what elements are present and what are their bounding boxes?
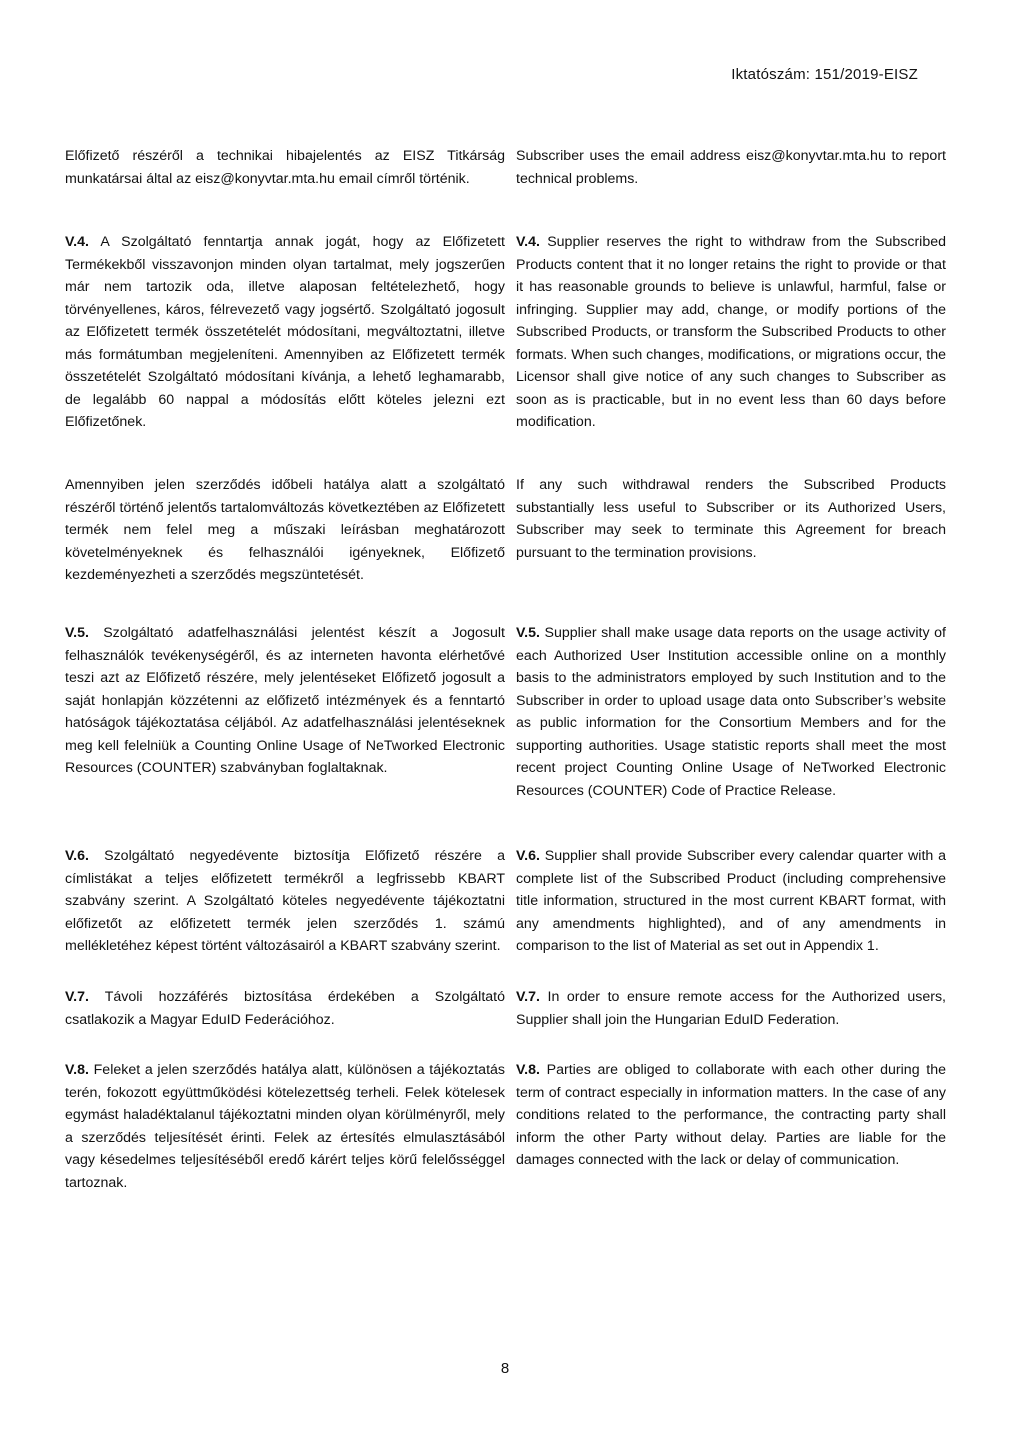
- paragraph-text: Parties are obliged to collaborate with each other during the term of contract especially in information matters. In the case of any conditions related to the performance, the contracting party shall inform the other Party without delay. Parties are liable for the damages connected with the lack or delay of communication.: [516, 1062, 947, 1168]
- section-number: V.8.: [516, 1062, 540, 1078]
- paragraph-v8-hu: [65, 1059, 505, 1194]
- paragraph-text: If any such withdrawal renders the Subscribed Products substantially less useful to Subscriber or its Authorized Users, Subscriber may seek to terminate this Agreement for breach pursuant to the termination provisions.: [516, 477, 946, 561]
- paragraph-v4-en: [516, 231, 946, 434]
- paragraph-text: In order to ensure remote access for the Authorized users, Supplier shall join the Hungarian EduID Federation.: [516, 989, 946, 1028]
- section-number: V.4.: [516, 234, 540, 250]
- paragraph-text: Supplier shall make usage data reports on the usage activity of each Authorized User Institution accessible online on a monthly basis to the administrators employed by such Institution and to the Subscriber in order to upload usage data onto Subscriber’s website as public information for the Consortium Members and for the supporting authorities. Usage statistic reports shall meet the most recent project Counting Online Usage of NeTworked Electronic Resources (COUNTER) Code of Practice Release.: [516, 625, 946, 799]
- paragraph-v6-hu: [65, 845, 505, 958]
- page-number: 8: [500, 1360, 510, 1377]
- paragraph-v7-en: [516, 986, 946, 1031]
- paragraph-text: Supplier shall provide Subscriber every calendar quarter with a complete list of the Subscribed Product (including comprehensive title information, structured in the most current KBART format, with any amendments highlighted), and of any amendments in comparison to the list of Material as set out in Appendix 1.: [516, 848, 946, 954]
- paragraph-text: Előfizető részéről a technikai hibajelentés az EISZ Titkárság munkatársai által az eisz@konyvtar.mta.hu email címről történik.: [65, 148, 505, 187]
- paragraph-text: Subscriber uses the email address eisz@konyvtar.mta.hu to report technical problems.: [516, 148, 946, 187]
- paragraph-text: Szolgáltató adatfelhasználási jelentést készít a Jogosult felhasználók tevékenységéről, és az interneten havonta elérhetővé teszi azt az Előfizető részére, mely jelentéseket Előfizető jogosult a saját honlapján közzétenni az előfizető intézmények és a fenntartó hatóságok tájékoztatása céljából. Az adatfelhasználási jelentéseknek meg kell felelniük a Counting Online Usage of NeTworked Electronic Resources (COUNTER) szabványban foglaltaknak.: [65, 625, 505, 776]
- section-number: V.4.: [65, 234, 89, 250]
- section-number: V.5.: [65, 625, 89, 641]
- paragraph-text: A Szolgáltató fenntartja annak jogát, hogy az Előfizetett Termékekből visszavonjon minden olyan tartalmat, mely jogszerűen már nem tartozik oda, illetve alaposan feltételezhető, hogy törvényellenes, káros, félrevezető vagy jogsértő. Szolgáltató jogosult az Előfizetett termék összetételét módosítani, megváltoztatni, illetve más formátumban megjeleníteni. Amennyiben az Előfizetett termék összetételét Szolgáltató módosítani kívánja, a lehető leghamarabb, de legalább 60 nappal a módosítás előtt köteles jelezni ezt Előfizetőnek.: [65, 234, 505, 430]
- document-reference-number: Iktatószám: 151/2019-EISZ: [731, 66, 918, 83]
- paragraph-tech-report-hu: [65, 145, 505, 190]
- paragraph-text: Amennyiben jelen szerződés időbeli hatálya alatt a szolgáltató részéről történő jelentős tartalomváltozás következtében az Előfizetett termék nem felel meg a műszaki leírásban meghatározott követelményeknek és felhasználói igényeknek, Előfizető kezdeményezheti a szerződés megszüntetését.: [65, 477, 505, 583]
- paragraph-v8-en: [516, 1059, 946, 1172]
- section-number: V.5.: [516, 625, 540, 641]
- paragraph-v5-hu: [65, 622, 505, 780]
- section-number: V.8.: [65, 1062, 89, 1078]
- paragraph-withdrawal-en: [516, 474, 946, 564]
- paragraph-withdrawal-hu: [65, 474, 505, 587]
- section-number: V.6.: [516, 848, 540, 864]
- paragraph-v5-en: [516, 622, 946, 802]
- section-number: V.6.: [65, 848, 89, 864]
- paragraph-text: Supplier reserves the right to withdraw from the Subscribed Products content that it no longer retains the right to provide or that it has reasonable grounds to believe is unlawful, harmful, false or infringing. Supplier may add, change, or modify portions of the Subscribed Products, or transform the Subscribed Products to other formats. When such changes, modifications, or migrations occur, the Licensor shall give notice of any such changes to Subscriber as soon as is practicable, but in no event less than 60 days before modification.: [516, 234, 946, 430]
- paragraph-v6-en: [516, 845, 946, 958]
- paragraph-text: Szolgáltató negyedévente biztosítja Előfizető részére a címlistákat a teljes előfizetett termékről a legfrissebb KBART szabvány szerint. A Szolgáltató köteles negyedévente tájékoztatni előfizetőt az előfizetett termék jelen szerződés 1. számú mellékletéhez képest történt változásairól a KBART szabvány szerint.: [65, 848, 505, 954]
- section-number: V.7.: [65, 989, 89, 1005]
- paragraph-text: Távoli hozzáférés biztosítása érdekében a Szolgáltató csatlakozik a Magyar EduID Federációhoz.: [65, 989, 505, 1028]
- paragraph-v7-hu: [65, 986, 505, 1031]
- paragraph-v4-hu: [65, 231, 505, 434]
- section-number: V.7.: [516, 989, 540, 1005]
- paragraph-text: Feleket a jelen szerződés hatálya alatt, különösen a tájékoztatás terén, fokozott együttműködési kötelezettség terheli. Felek kötelesek egymást haladéktalanul tájékoztatni minden olyan körülményről, mely a szerződés teljesítését érinti. Felek az értesítés elmulasztásából vagy késedelmes teljesítéséből eredő kárért teljes körű felelősséggel tartoznak.: [65, 1062, 505, 1191]
- paragraph-tech-report-en: [516, 145, 946, 190]
